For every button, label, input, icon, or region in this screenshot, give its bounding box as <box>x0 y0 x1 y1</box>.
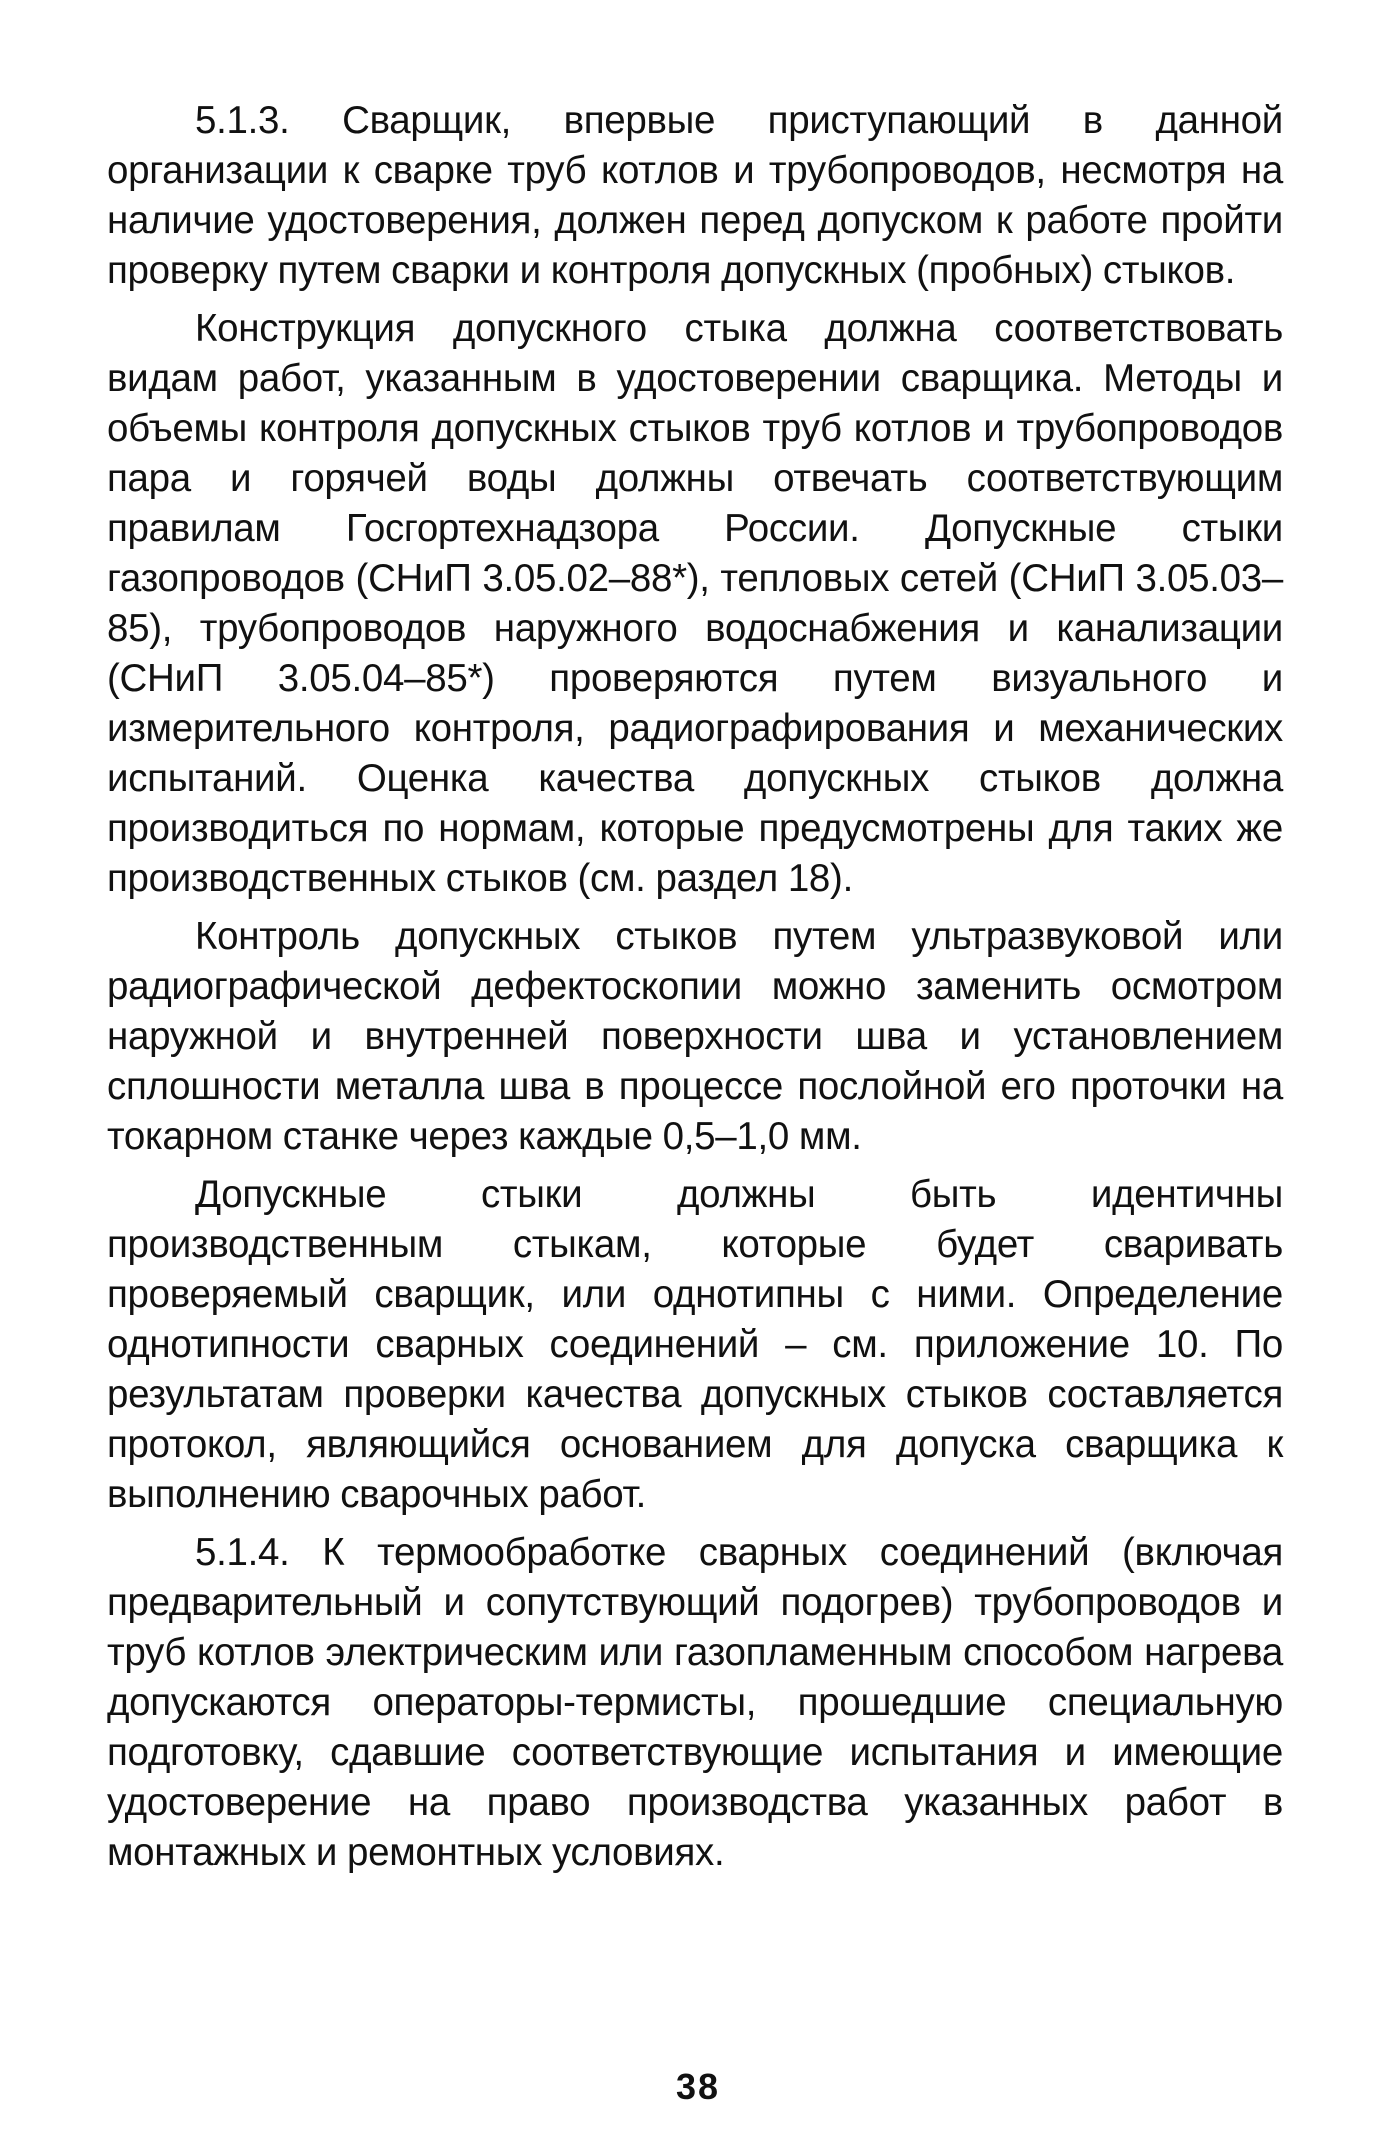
page-body <box>107 96 1283 1886</box>
paragraph-control-replacement: Контроль допускных стыков путем ультразвуковой или радиографической дефектоскопии можно заменить осмотром наружной и внутренней поверхности шва и установлением сплошности металла шва в процессе послойной его проточки на токарном станке через каждые 0,5–1,0 мм. <box>107 915 1283 1158</box>
paragraph-5-1-3: 5.1.3. Сварщик, впервые приступающий в данной организации к сварке труб котлов и трубопроводов, несмотря на наличие удостоверения, должен перед допуском к работе пройти проверку путем сварки и контроля допускных (пробных) стыков. <box>107 99 1283 292</box>
paragraph-joint-construction: Конструкция допускного стыка должна соответствовать видам работ, указанным в удостоверении сварщика. Методы и объемы контроля допускных стыков труб котлов и трубопроводов пара и горячей воды должны отвечать соответствующим правилам Госгортехнадзора России. Допускные стыки газопроводов (СНиП 3.05.02–88*), тепловых сетей (СНиП 3.05.03–85), трубопроводов наружного водоснабжения и канализации (СНиП 3.05.04–85*) проверяются путем визуального и измерительного контроля, радиографирования и механических испытаний. Оценка качества допускных стыков должна производиться по нормам, которые предусмотрены для таких же производственных стыков (см. раздел 18). <box>107 307 1283 900</box>
page-number: 38 <box>675 2066 721 2107</box>
paragraph-joint-identity: Допускные стыки должны быть идентичны производственным стыкам, которые будет сваривать проверяемый сварщик, или однотипны с ними. Определение однотипности сварных соединений – см. приложение 10. По результатам проверки качества допускных стыков составляется протокол, являющийся основанием для допуска сварщика к выполнению сварочных работ. <box>107 1173 1283 1516</box>
paragraph-5-1-4: 5.1.4. К термообработке сварных соединений (включая предварительный и сопутствующий подогрев) трубопроводов и труб котлов электрическим или газопламенным способом нагрева допускаются операторы-термисты, прошедшие специальную подготовку, сдавшие соответствующие испытания и имеющие удостоверение на право производства указанных работ в монтажных и ремонтных условиях. <box>107 1531 1283 1874</box>
